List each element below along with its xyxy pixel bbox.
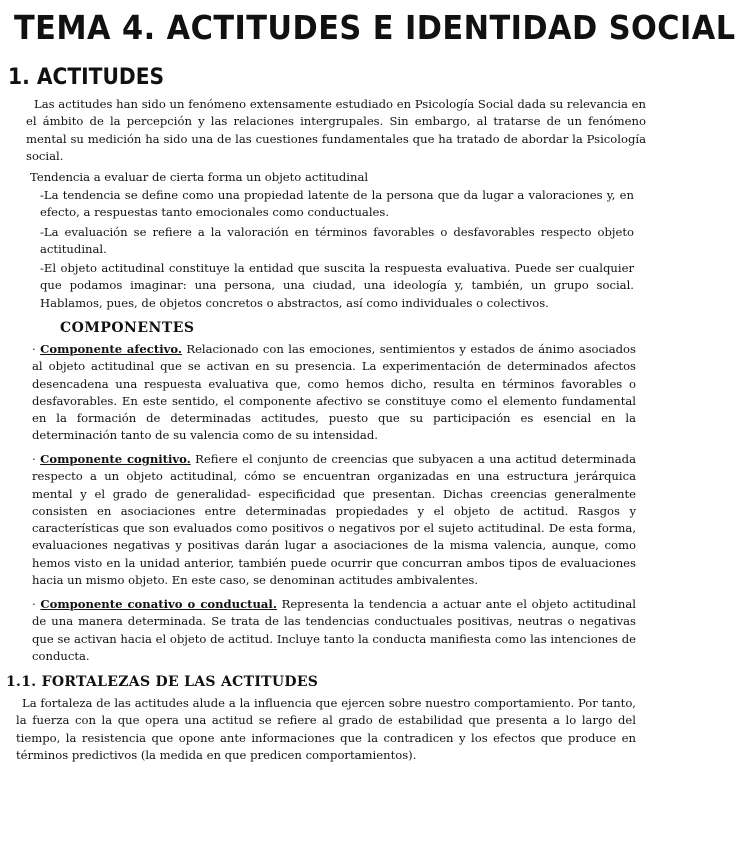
list-item-tendencia: -La tendencia se define como una propiedad latente de la persona que da lugar a valoraciones y, en efecto, a respuestas tanto emocionales como conductuales. <box>40 188 634 220</box>
componentes-heading: COMPONENTES <box>60 320 195 336</box>
section-heading-actitudes: 1. ACTITUDES <box>8 65 165 90</box>
definition-list <box>40 187 634 314</box>
page-title: TEMA 4. ACTITUDES E IDENTIDAD SOCIAL <box>14 8 736 47</box>
componente-cognitivo-title: Componente cognitivo. <box>40 452 191 466</box>
bullet: · <box>32 597 36 611</box>
componente-afectivo-text: Relacionado con las emociones, sentimientos y estados de ánimo asociados al objeto actitudinal que se activan en su presencia. La experimentación de determinados afectos desencadena una respuesta evaluativa que, como hemos dicho, resulta en términos favorables o desfavorables. En este sentido, el componente afectivo se constituye como el elemento fundamental en la formación de determinadas actitudes, puesto que su participación es esencial en la determinación tanto de su valencia como de su intensidad. <box>32 342 636 443</box>
fortalezas-paragraph: La fortaleza de las actitudes alude a la influencia que ejercen sobre nuestro comportamiento. Por tanto, la fuerza con la que opera una actitud se refiere al grado de estabilidad que presenta a lo largo del tiempo, la resistencia que opone ante informaciones que la contradicen y los efectos que produce en términos predictivos (la medida en que predicen comportamientos). <box>16 696 636 762</box>
bullet: · <box>32 342 36 356</box>
componente-afectivo-paragraph <box>32 341 636 445</box>
list-item-evaluacion: -La evaluación se refiere a la valoración en términos favorables o desfavorables respecto objeto actitudinal. <box>40 224 634 256</box>
bullet: · <box>32 452 36 466</box>
intro-paragraph: Las actitudes han sido un fenómeno extensamente estudiado en Psicología Social dada su relevancia en el ámbito de la percepción y las relaciones intergrupales. Sin embargo, al tratarse de un fenómeno mental su medición ha sido una de las cuestiones fundamentales que ha tratado de abordar la Psicología social. <box>26 97 646 163</box>
componente-afectivo-title: Componente afectivo. <box>40 342 182 356</box>
componente-conativo-paragraph <box>32 596 636 665</box>
componente-conativo-text: Representa la tendencia a actuar ante el objeto actitudinal de una manera determinada. Se trata de las tendencias conductuales positivas, neutras o negativas que se activan hacia el objeto de actitud. Incluye tanto la conducta manifiesta como las intenciones de conducta. <box>32 597 636 663</box>
componente-cognitivo-text: Refiere el conjunto de creencias que subyacen a una actitud determinada respecto a un objeto actitudinal, cómo se encuentran organizadas en una estructura jerárquica mental y el grado de generalidad- especificidad que presentan. Dichas creencias generalmente consisten en asociaciones entre determinadas propiedades y el objeto de actitud. Rasgos y características que son evaluados como positivos o negativos por el sujeto actitudinal. De esta forma, evaluaciones negativas y positivas darán lugar a asociaciones de la misma valencia, aunque, como hemos visto en la unidad anterior, también puede ocurrir que concurran ambos tipos de evaluaciones hacia un mismo objeto. En este caso, se denominan actitudes ambivalentes. <box>32 452 636 588</box>
componente-conativo-title: Componente conativo o conductual. <box>40 597 277 611</box>
componente-cognitivo-paragraph <box>32 451 636 589</box>
section-heading-fortalezas: 1.1. FORTALEZAS DE LAS ACTITUDES <box>6 674 319 690</box>
list-item-objeto: -El objeto actitudinal constituye la entidad que suscita la respuesta evaluativa. Puede ser cualquier que podamos imaginar: una persona, una ciudad, una ideología y, también, un grupo social. Hablamos, pues, de objetos concretos o abstractos, así como individuales o colectivos. <box>40 261 634 310</box>
definition-line: Tendencia a evaluar de cierta forma un objeto actitudinal <box>30 170 369 184</box>
